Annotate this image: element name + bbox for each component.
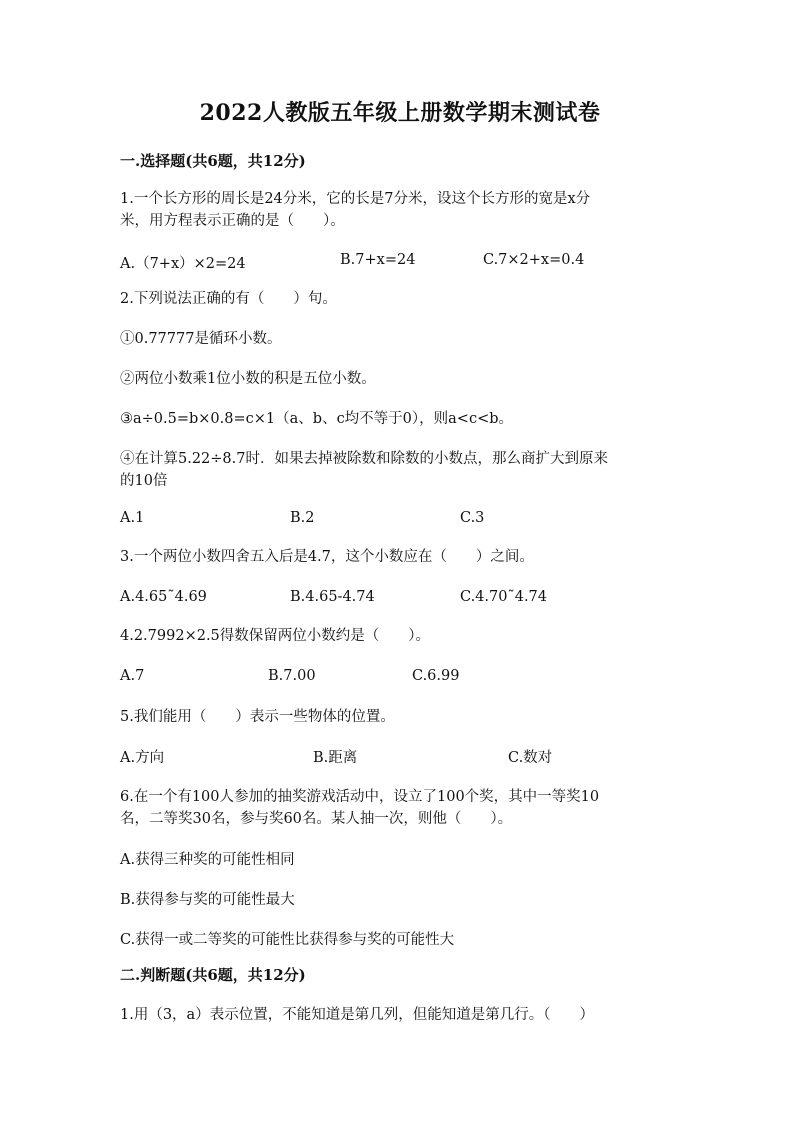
question-2-option-b: B.2: [290, 510, 315, 526]
question-5-option-b: B.距离: [313, 750, 358, 766]
question-6-stem-line1: 6.在一个有100人参加的抽奖游戏活动中，设立了100个奖，其中一等奖10: [120, 789, 600, 805]
question-5-option-a: A.方向: [120, 750, 165, 766]
question-6-option-c: C.获得一或二等奖的可能性比获得参与奖的可能性大: [120, 932, 455, 948]
judgement-question-1-stem: 1.用（3，a）表示位置，不能知道是第几列，但能知道是第几行。（ ）: [120, 1007, 594, 1023]
question-1-option-b: B.7+x=24: [340, 252, 416, 268]
section-heading-judgement: 二.判断题(共6题，共12分): [120, 966, 306, 984]
question-4-option-a: A.7: [120, 668, 145, 684]
question-4-option-b: B.7.00: [268, 668, 316, 684]
question-2-option-a: A.1: [120, 510, 145, 526]
question-3-option-c: C.4.70˜4.74: [460, 589, 548, 605]
question-1-stem-line1: 1.一个长方形的周长是24分米，它的长是7分米，设这个长方形的宽是x分: [120, 191, 591, 207]
question-2-statement-4-line1: ④在计算5.22÷8.7时．如果去掉被除数和除数的小数点，那么商扩大到原来: [120, 451, 608, 467]
question-4-stem: 4.2.7992×2.5得数保留两位小数约是（ ）。: [120, 628, 431, 644]
question-3-option-a: A.4.65˜4.69: [120, 589, 207, 605]
question-5-stem: 5.我们能用（ ）表示一些物体的位置。: [120, 709, 395, 725]
question-2-statement-1: ①0.77777是循环小数。: [120, 331, 282, 347]
question-2-statement-2: ②两位小数乘1位小数的积是五位小数。: [120, 371, 376, 387]
section-heading-choice: 一.选择题(共6题，共12分): [120, 152, 306, 170]
question-1-option-c: C.7×2+x=0.4: [483, 252, 585, 268]
question-6-stem-line2: 名，二等奖30名，参与奖60名。某人抽一次，则他（ ）。: [120, 811, 513, 827]
page-title: 2022人教版五年级上册数学期末测试卷: [199, 100, 601, 126]
question-6-option-a: A.获得三种奖的可能性相同: [120, 852, 295, 868]
question-3-option-b: B.4.65-4.74: [290, 589, 375, 605]
question-1-option-a: A.（7+x）×2=24: [120, 256, 246, 272]
question-6-option-b: B.获得参与奖的可能性最大: [120, 892, 295, 908]
question-2-option-c: C.3: [460, 510, 485, 526]
question-2-statement-4-line2: 的10倍: [120, 473, 168, 489]
question-1-stem-line2: 米，用方程表示正确的是（ ）。: [120, 213, 345, 229]
question-2-statement-3: ③a÷0.5=b×0.8=c×1（a、b、c均不等于0），则a<c<b。: [120, 411, 514, 427]
question-2-stem: 2.下列说法正确的有（ ）句。: [120, 291, 337, 307]
question-5-option-c: C.数对: [508, 750, 553, 766]
question-4-option-c: C.6.99: [412, 668, 460, 684]
question-3-stem: 3.一个两位小数四舍五入后是4.7，这个小数应在（ ）之间。: [120, 549, 534, 565]
